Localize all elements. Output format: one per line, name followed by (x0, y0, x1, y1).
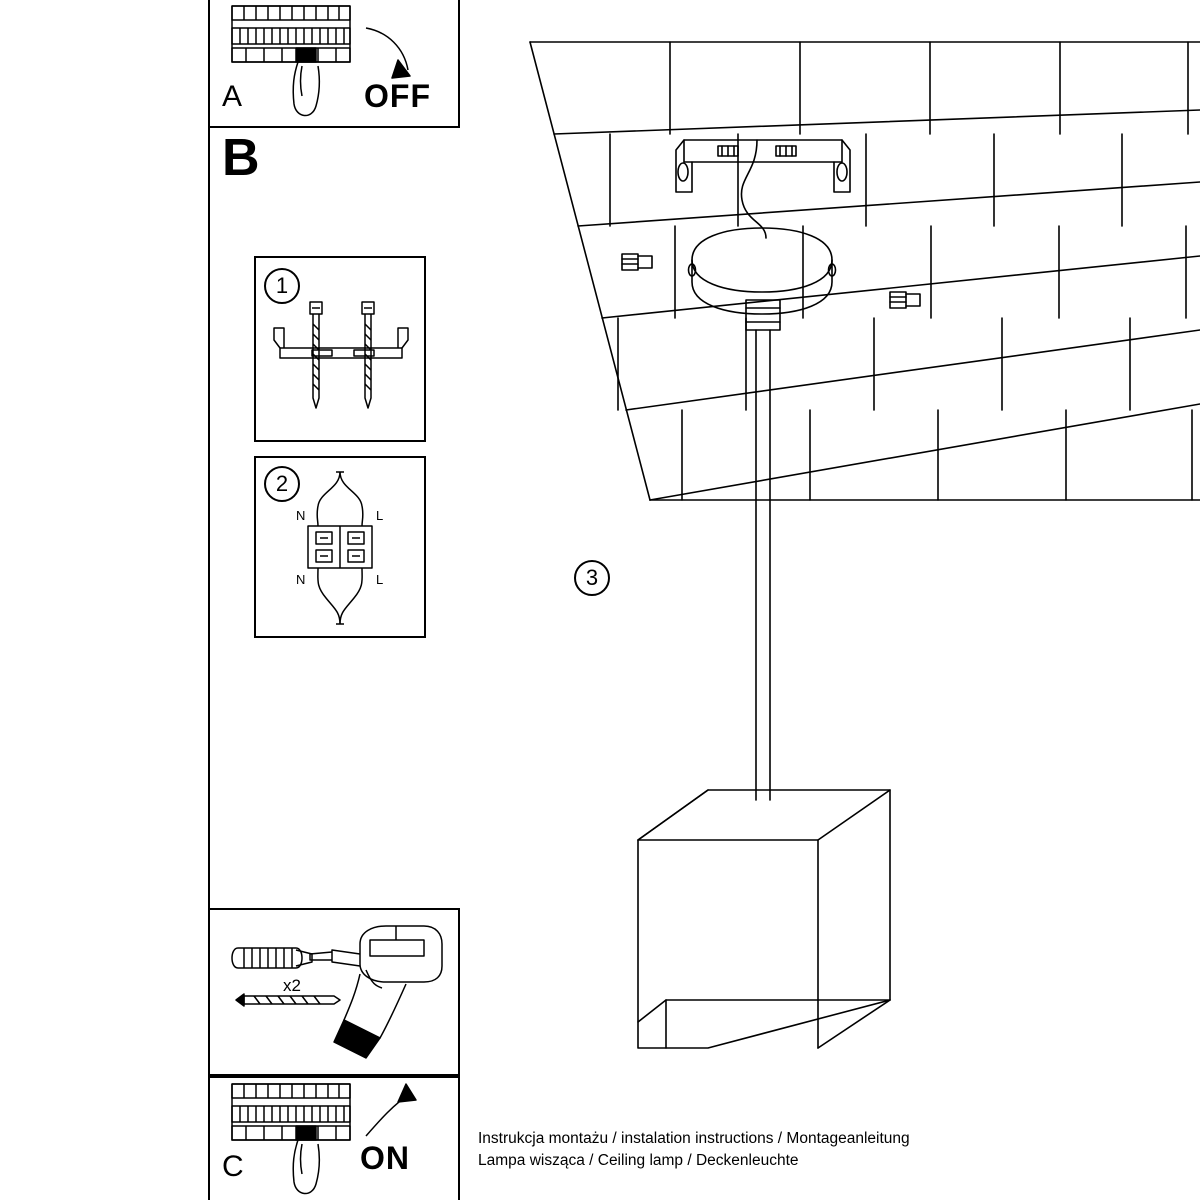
left-column-divider (208, 128, 210, 908)
cube-lamp-shade (638, 790, 890, 1048)
svg-text:L: L (376, 572, 384, 587)
suspension-tube (756, 330, 770, 800)
caption-line-1: Instrukcja montażu / instalation instructions / Montageanleitung (478, 1130, 910, 1147)
ceiling-screw-left (622, 254, 652, 270)
supply-wire (741, 140, 766, 238)
main-illustration-pendant-lamp (470, 0, 1200, 1100)
step-c-action-label: ON (360, 1140, 410, 1176)
drill-and-wallplug-illustration (210, 910, 458, 1074)
svg-text:L: L (376, 508, 384, 523)
step-c-panel (208, 1076, 460, 1200)
step-1-badge: 1 (264, 268, 300, 304)
ceiling-screw-right (890, 292, 920, 308)
breaker-on-illustration (220, 1078, 450, 1200)
step-a-action-label: OFF (364, 78, 431, 114)
step-3-badge: 3 (574, 560, 610, 596)
step-a-letter: A (222, 80, 243, 113)
step-drill-panel (208, 908, 460, 1076)
wall-plug-quantity-label: x2 (283, 976, 301, 995)
caption-block (478, 1128, 910, 1173)
step-c-letter: C (222, 1150, 244, 1183)
ceiling-mounting-bracket (676, 140, 850, 192)
lamp-canopy (689, 228, 836, 330)
ceiling-brick-pattern (530, 42, 1200, 500)
step-b-letter: B (222, 129, 260, 187)
svg-text:N: N (296, 508, 306, 523)
svg-text:N: N (296, 572, 306, 587)
step-2-badge: 2 (264, 466, 300, 502)
caption-line-2: Lampa wisząca / Ceiling lamp / Deckenleuchte (478, 1152, 799, 1170)
